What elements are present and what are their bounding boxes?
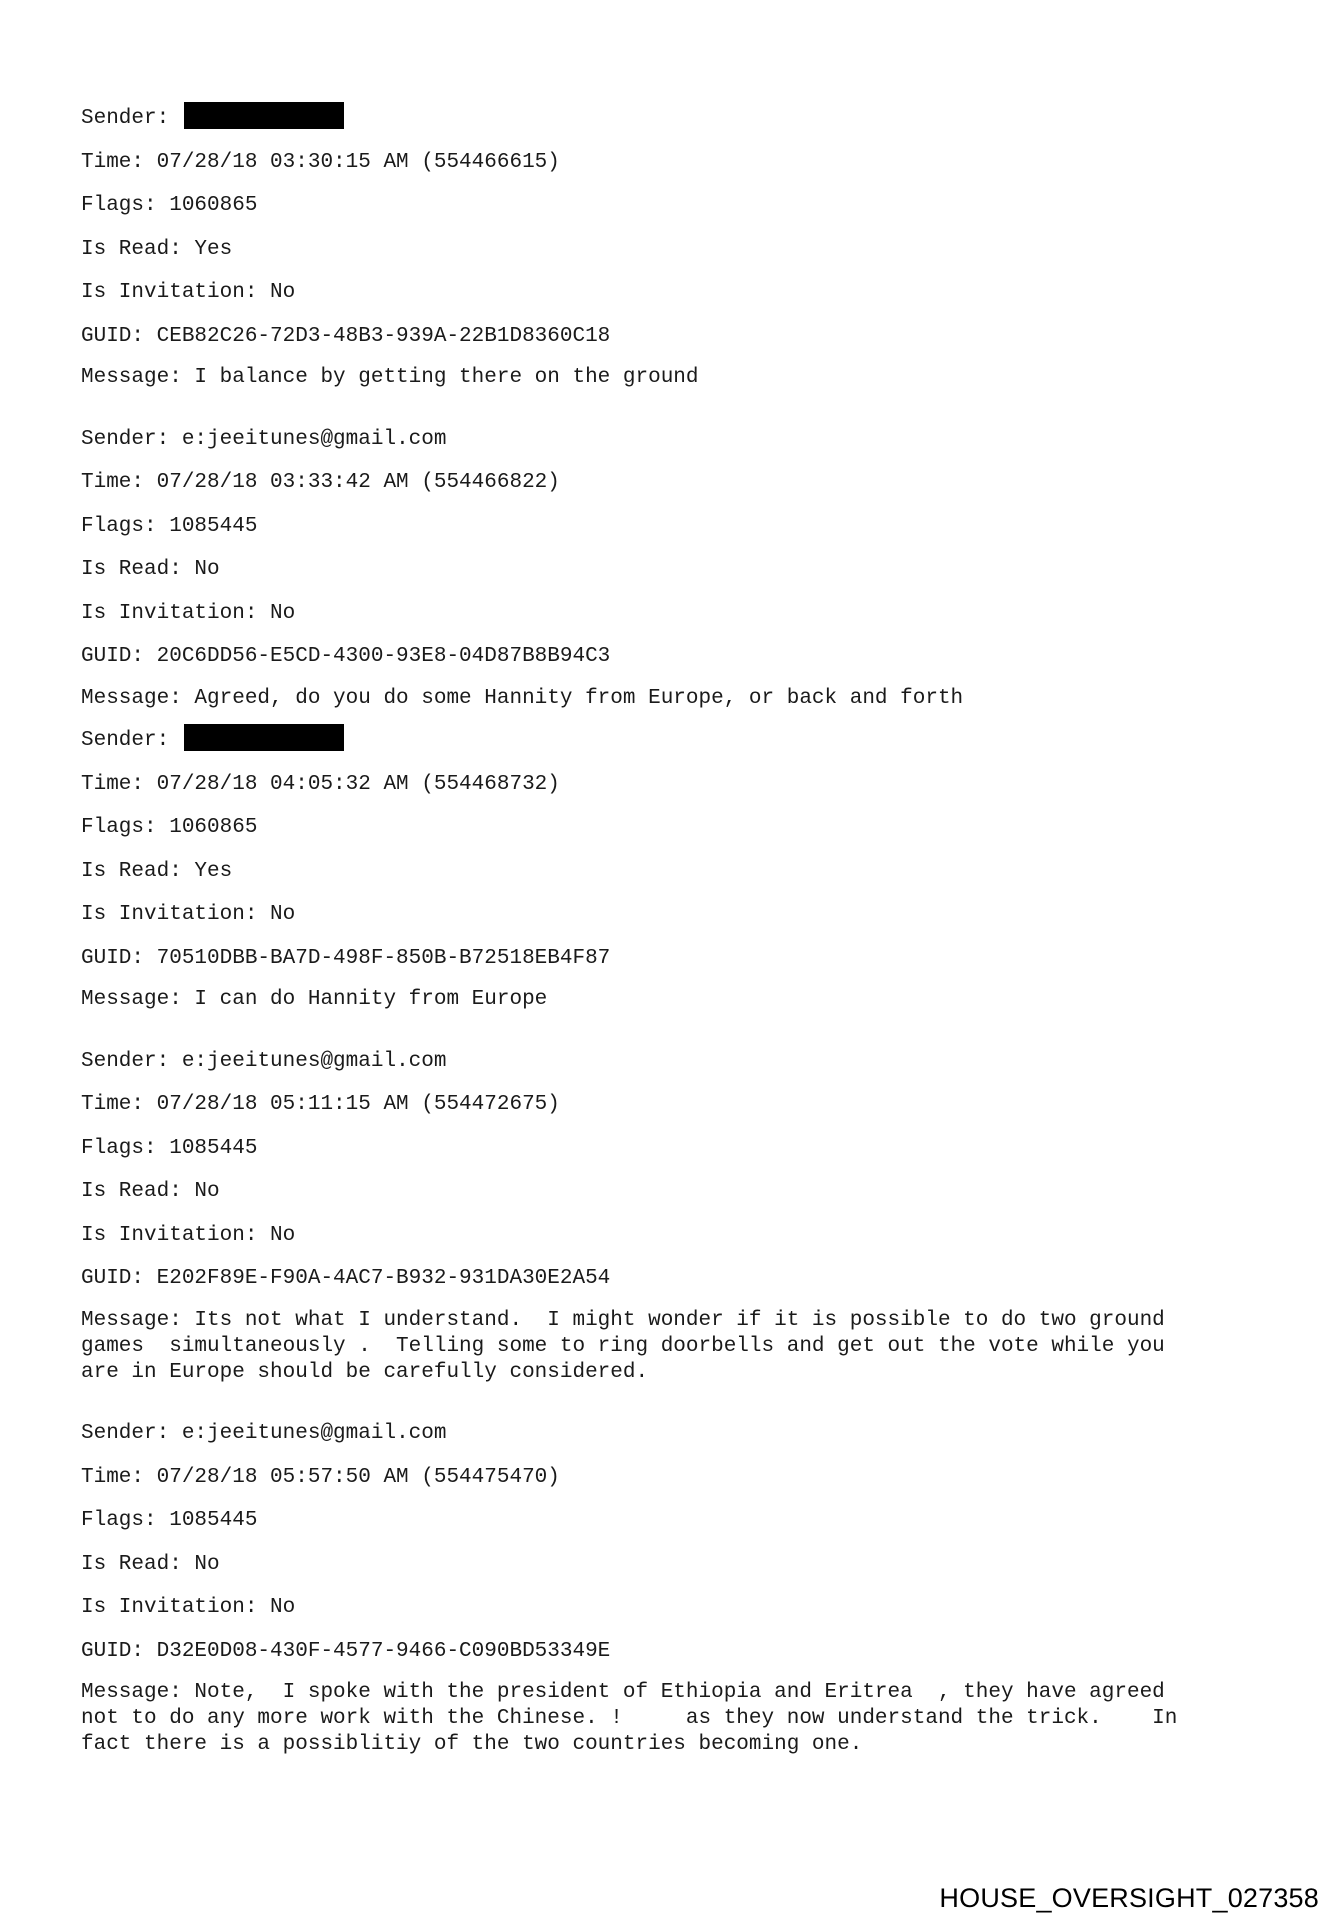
guid-line: GUID: E202F89E-F90A-4AC7-B932-931DA30E2A54 [81, 1267, 611, 1290]
message-line: Message: Agreed, do you do some Hannity from Europe, or back and forth [81, 686, 964, 710]
is-invitation-line: Is Invitation: No [81, 281, 296, 304]
flags-line: Flags: 1085445 [81, 1136, 258, 1160]
sender-line [81, 1047, 1281, 1076]
message-log [81, 104, 1281, 1773]
sender-value: e:jeeitunes@gmail.com [181, 1422, 447, 1445]
sender-line [81, 425, 1281, 454]
sender-line [81, 1419, 1281, 1448]
flags-line: Flags: 1085445 [81, 1509, 258, 1532]
message-record [81, 425, 1281, 712]
message-record [81, 726, 1281, 1013]
sender-label: Sender: [81, 729, 170, 753]
guid-line: GUID: D32E0D08-430F-4577-9466-C090BD53349E [81, 1639, 611, 1663]
guid-line: GUID: 70510DBB-BA7D-498F-850B-B72518EB4F87 [81, 946, 611, 970]
is-read-line: Is Read: No [81, 558, 220, 581]
is-read-line: Is Read: Yes [81, 237, 233, 261]
sender-line [81, 104, 1281, 133]
is-read-line: Is Read: Yes [81, 859, 233, 883]
sender-label: Sender: [81, 1422, 170, 1445]
guid-line: GUID: CEB82C26-72D3-48B3-939A-22B1D8360C18 [81, 324, 611, 348]
redaction-box [184, 724, 344, 751]
time-line: Time: 07/28/18 04:05:32 AM (554468732) [81, 772, 560, 796]
flags-line: Flags: 1060865 [81, 194, 258, 217]
sender-value: e:jeeitunes@gmail.com [181, 427, 447, 451]
flags-line: Flags: 1060865 [81, 816, 258, 839]
is-invitation-line: Is Invitation: No [81, 601, 296, 625]
sender-line [81, 726, 1281, 755]
sender-label: Sender: [81, 427, 170, 451]
is-invitation-line: Is Invitation: No [81, 1596, 296, 1619]
time-line: Time: 07/28/18 05:57:50 AM (554475470) [81, 1465, 560, 1489]
guid-line: GUID: 20C6DD56-E5CD-4300-93E8-04D87B8B94C3 [81, 645, 611, 668]
bates-number: HOUSE_OVERSIGHT_027358 [939, 1883, 1319, 1913]
time-line: Time: 07/28/18 05:11:15 AM (554472675) [81, 1093, 560, 1116]
message-record [81, 1419, 1281, 1758]
message-record [81, 104, 1281, 391]
flags-line: Flags: 1085445 [81, 514, 258, 538]
is-read-line: Is Read: No [81, 1180, 220, 1203]
sender-value: e:jeeitunes@gmail.com [181, 1049, 447, 1073]
is-invitation-line: Is Invitation: No [81, 903, 296, 926]
message-line: Message: I can do Hannity from Europe [81, 988, 548, 1011]
is-invitation-line: Is Invitation: No [81, 1223, 296, 1247]
message-record [81, 1047, 1281, 1386]
sender-label: Sender: [81, 107, 170, 131]
is-read-line: Is Read: No [81, 1552, 220, 1576]
message-line: Message: Note, I spoke with the president of Ethiopia and Eritrea , they have agreed not to do any more work with the Chinese. ! as they now understand the trick. In fact there is a possiblitiy of the two countries becoming one. [81, 1681, 1178, 1756]
time-line: Time: 07/28/18 03:30:15 AM (554466615) [81, 150, 560, 174]
message-line: Message: Its not what I understand. I might wonder if it is possible to do two ground games simultaneously . Telling some to ring doorbells and get out the vote while you are in Europe should be carefully considered. [81, 1308, 1165, 1384]
time-line: Time: 07/28/18 03:33:42 AM (554466822) [81, 471, 560, 494]
sender-label: Sender: [81, 1049, 170, 1073]
redaction-box [184, 102, 344, 129]
message-line: Message: I balance by getting there on the ground [81, 366, 699, 389]
